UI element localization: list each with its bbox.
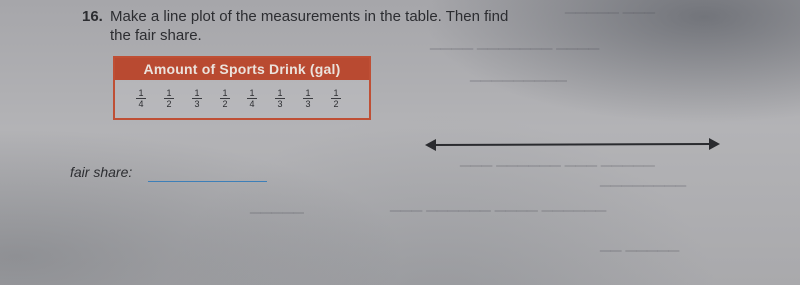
measurement-fraction: 1 2 <box>219 88 231 109</box>
bleed-through-text: ▔▔▔▔▔▔▔▔ <box>600 185 687 201</box>
bleed-through-text: ▔▔▔ ▔▔▔▔▔ <box>565 12 656 28</box>
fair-share-answer-blank[interactable] <box>148 181 267 182</box>
measurement-fraction: 1 4 <box>246 88 258 109</box>
left-arrow-icon <box>425 139 436 151</box>
number-line[interactable] <box>425 136 720 154</box>
bleed-through-text: ▔▔▔▔▔ ▔▔ <box>600 250 680 266</box>
measurement-fraction: 1 3 <box>302 88 314 109</box>
sports-drink-table <box>113 56 371 120</box>
problem-instructions-line-2: the fair share. <box>110 27 202 44</box>
problem-number: 16. <box>82 8 103 25</box>
bleed-through-text: ▔▔▔▔▔▔▔▔▔ <box>470 80 567 96</box>
table-header: Amount of Sports Drink (gal) <box>115 58 369 80</box>
measurement-fraction: 1 4 <box>135 88 147 109</box>
table-values-row <box>115 80 369 118</box>
fair-share-label: fair share: <box>70 164 133 180</box>
measurement-fraction: 1 2 <box>163 88 175 109</box>
measurement-fraction: 1 2 <box>330 88 342 109</box>
bleed-through-text: ▔▔▔▔▔ ▔▔▔ ▔▔▔▔▔▔ ▔▔▔ <box>460 165 655 181</box>
bleed-through-text: ▔▔▔▔ ▔▔▔▔▔▔▔ ▔▔▔▔ <box>430 48 600 64</box>
bleed-through-text: ▔▔▔▔▔▔ ▔▔▔▔ ▔▔▔▔▔▔ ▔▔▔ <box>390 210 607 226</box>
number-line-axis <box>433 144 712 145</box>
bleed-through-text: ▔▔▔▔▔ <box>250 212 304 228</box>
measurement-fraction: 1 3 <box>274 88 286 109</box>
measurement-fraction: 1 3 <box>191 88 203 109</box>
problem-instructions-line-1: Make a line plot of the measurements in the table. Then find <box>110 8 509 25</box>
right-arrow-icon <box>709 138 720 150</box>
